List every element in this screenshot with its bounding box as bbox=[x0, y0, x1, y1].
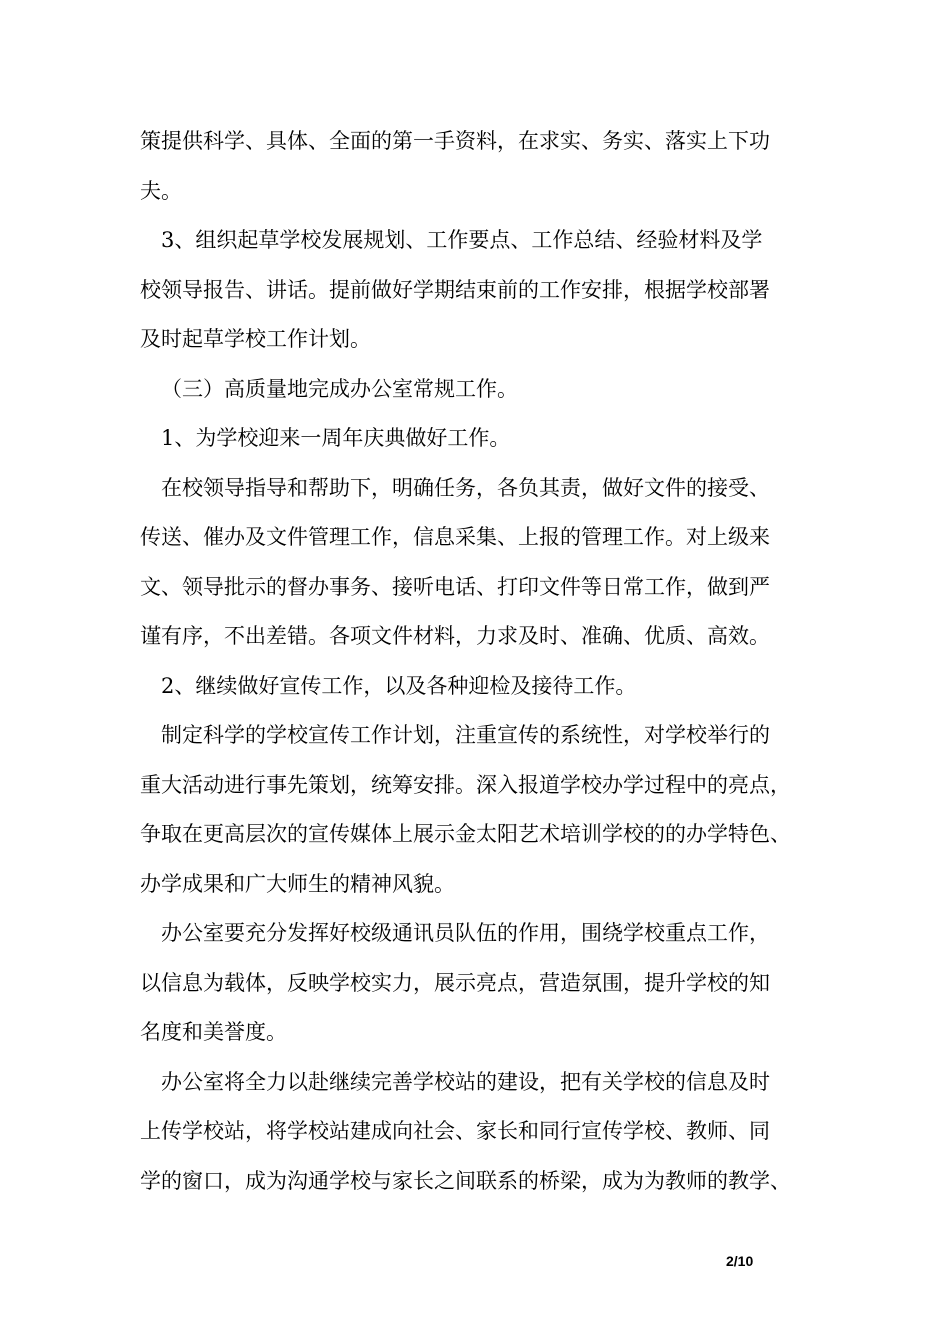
text-line: 办学成果和广大师生的精神风貌。 bbox=[140, 871, 455, 896]
text-line: 校领导报告、讲话。提前做好学期结束前的工作安排，根据学校部署 bbox=[140, 277, 770, 302]
text-line: 夫。 bbox=[140, 178, 182, 203]
text-line: 2、继续做好宣传工作，以及各种迎检及接待工作。 bbox=[161, 673, 637, 698]
text-line: 学的窗口，成为沟通学校与家长之间联系的桥梁，成为为教师的教学、 bbox=[140, 1168, 791, 1193]
text-line: 策提供科学、具体、全面的第一手资料，在求实、务实、落实上下功 bbox=[140, 129, 770, 153]
text-line: 制定科学的学校宣传工作计划，注重宣传的系统性，对学校举行的 bbox=[161, 723, 770, 747]
text-line: 办公室要充分发挥好校级通讯员队伍的作用，围绕学校重点工作， bbox=[161, 921, 770, 945]
text-line: 以信息为载体，反映学校实力，展示亮点，营造氛围，提升学校的知 bbox=[140, 970, 770, 995]
section-heading: （三）高质量地完成办公室常规工作。 bbox=[161, 376, 518, 401]
text-line: 争取在更高层次的宣传媒体上展示金太阳艺术培训学校的的办学特色、 bbox=[140, 822, 791, 846]
text-line: 在校领导指导和帮助下，明确任务，各负其责，做好文件的接受、 bbox=[161, 475, 770, 500]
body-text bbox=[140, 117, 830, 1206]
text-line: 重大活动进行事先策划，统筹安排。深入报道学校办学过程中的亮点， bbox=[140, 772, 791, 797]
text-line: 1、为学校迎来一周年庆典做好工作。 bbox=[161, 426, 511, 450]
text-line: 办公室将全力以赴继续完善学校站的建设，把有关学校的信息及时 bbox=[161, 1069, 770, 1094]
text-line: 名度和美誉度。 bbox=[140, 1020, 287, 1044]
page-number: 2/10 bbox=[726, 1253, 754, 1269]
text-line: 文、领导批示的督办事务、接听电话、打印文件等日常工作，做到严 bbox=[140, 574, 770, 599]
text-line: 谨有序，不出差错。各项文件材料，力求及时、准确、优质、高效。 bbox=[140, 624, 770, 648]
text-line: 3、组织起草学校发展规划、工作要点、工作总结、经验材料及学 bbox=[161, 228, 763, 252]
text-line: 上传学校站，将学校站建成向社会、家长和同行宣传学校、教师、同 bbox=[140, 1119, 770, 1143]
text-line: 及时起草学校工作计划。 bbox=[140, 327, 371, 351]
text-line: 传送、催办及文件管理工作，信息采集、上报的管理工作。对上级来 bbox=[140, 525, 770, 549]
